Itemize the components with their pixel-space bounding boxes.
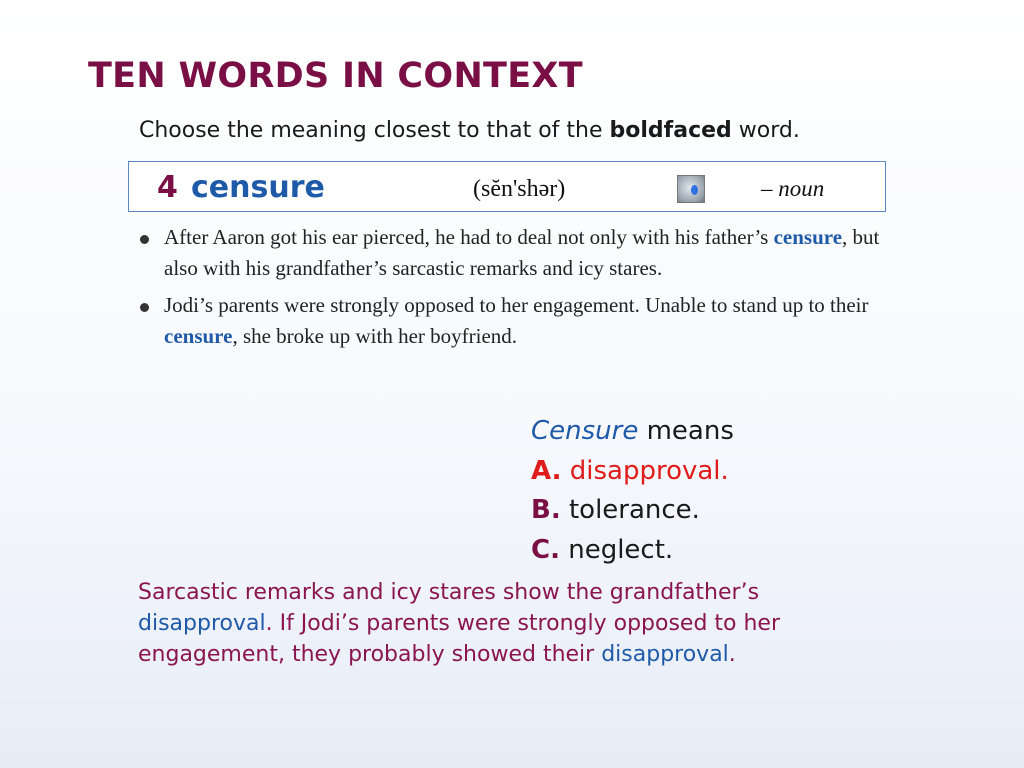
explanation-keyword: disapproval: [601, 642, 729, 667]
explanation-text: Sarcastic remarks and icy stares show the grandfather’s: [138, 580, 760, 605]
sentence-keyword: censure: [773, 225, 843, 249]
explanation: [138, 577, 898, 670]
explanation-keyword: disapproval: [138, 611, 266, 636]
instructions: [139, 118, 800, 143]
choice-letter: A.: [531, 455, 562, 486]
choice-b[interactable]: [531, 491, 734, 531]
bullet-icon: [140, 303, 149, 312]
page-title: TEN WORDS IN CONTEXT: [88, 56, 583, 96]
instructions-bold-word: boldfaced: [609, 118, 732, 143]
instructions-text-end: word.: [731, 118, 800, 143]
part-of-speech: [761, 176, 824, 202]
question-block: [531, 412, 734, 570]
instructions-text: Choose the meaning closest to that of the: [139, 118, 610, 143]
pronunciation: (sĕn'shər): [473, 176, 566, 202]
choice-letter: B.: [531, 495, 561, 525]
sentence-text-end: , but also with his grandfather’s sarcastic remarks and icy stares.: [164, 225, 880, 280]
question-word: Censure: [531, 416, 639, 446]
example-sentence-1: [138, 222, 918, 284]
sentence-text-end: , she broke up with her boyfriend.: [232, 324, 518, 348]
question-stem: [531, 412, 734, 452]
sentence-text: Jodi’s parents were strongly opposed to her engagement. Unable to stand up to their: [164, 293, 869, 317]
choice-a[interactable]: [531, 452, 734, 492]
question-stem-text: means: [638, 416, 734, 446]
word-number: 4: [157, 170, 178, 205]
choice-c[interactable]: [531, 531, 734, 571]
pos-label: noun: [778, 176, 825, 201]
choice-text: neglect.: [559, 534, 674, 565]
choice-text: tolerance.: [560, 495, 700, 525]
vocab-word: censure: [191, 170, 325, 205]
vocab-word-box: [128, 161, 886, 212]
bullet-icon: [140, 235, 149, 244]
speaker-icon[interactable]: [677, 175, 705, 203]
pos-dash: –: [761, 176, 779, 201]
sentence-keyword: censure: [164, 324, 233, 348]
explanation-text: .: [728, 642, 736, 667]
example-sentence-2: [138, 290, 918, 352]
explanation-text: . If Jodi’s parents were strongly opposed to her engagement, they probably showed their: [138, 611, 781, 667]
choice-letter: C.: [531, 534, 560, 565]
choice-text: disapproval.: [561, 455, 729, 486]
example-sentences: [138, 222, 918, 358]
sentence-text: After Aaron got his ear pierced, he had to deal not only with his father’s: [164, 225, 774, 249]
